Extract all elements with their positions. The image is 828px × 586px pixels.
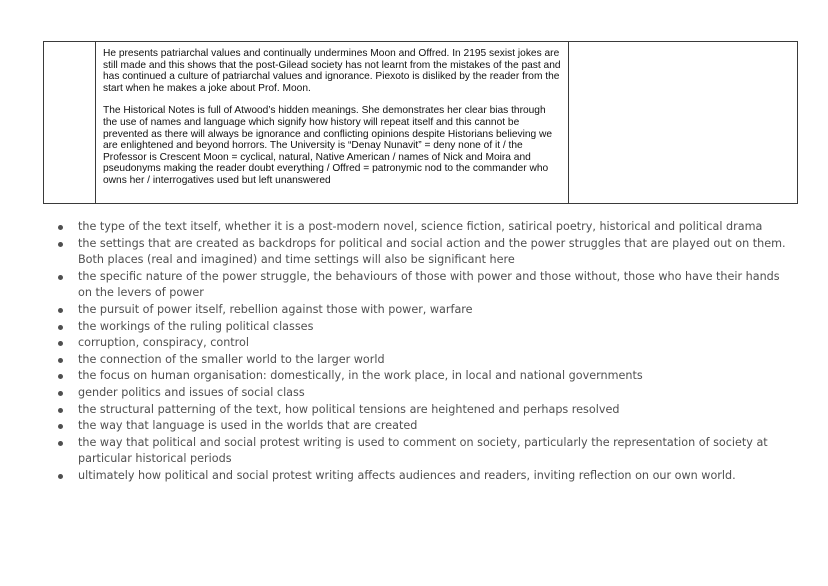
list-item: [58, 418, 793, 435]
bullet-icon: [58, 341, 63, 346]
bullet-icon: [58, 424, 63, 429]
notes-paragraph: The Historical Notes is full of Atwood’s hidden meanings. She demonstrates her clear bias through the use of names and language which signify how history will repeat itself and this cannot be prevented as there will always be ignorance and conflicting opinions despite Historians believing we are enlightened and beyond horrors. The University is “Denay Nunavit” = deny none of it / the Professor is Crescent Moon = cyclical, natural, Native American / names of Nick and Moira and pseudonyms making the reader doubt everything / Offred = patronymic nod to the commander who owns her / interrogatives used but left unanswered: [103, 105, 553, 186]
list-item: [58, 368, 793, 385]
bullet-icon: [58, 408, 63, 413]
list-item-text: ultimately how political and social protest writing affects audiences and readers, inviting reflection on our own world.: [78, 468, 736, 482]
bullet-icon: [58, 308, 63, 313]
table-cell-left: [44, 42, 96, 203]
list-item-text: the settings that are created as backdrops for political and social action and the power struggles that are played out on them. Both places (real and imagined) and time settings will also be significant here: [78, 236, 786, 267]
bullet-list: [58, 219, 793, 485]
table-cell-right: [569, 42, 797, 203]
list-item: [58, 319, 793, 336]
list-item: [58, 468, 793, 485]
list-item-text: the workings of the ruling political classes: [78, 319, 314, 333]
bullet-icon: [58, 474, 63, 479]
bullet-icon: [58, 242, 63, 247]
notes-paragraph: He presents patriarchal values and continually undermines Moon and Offred. In 2195 sexist jokes are still made and this shows that the post-Gilead society has not learnt from the mistakes of the past and has continued a culture of patriarchal values and ignorance. Piexoto is disliked by the reader from the start when he makes a joke about Prof. Moon.: [103, 48, 561, 94]
list-item-text: the specific nature of the power struggle, the behaviours of those with power and those without, those who have their hands on the levers of power: [78, 269, 780, 300]
list-item-text: corruption, conspiracy, control: [78, 336, 249, 350]
bullet-icon: [58, 275, 63, 280]
list-item: [58, 435, 793, 468]
list-item-text: the type of the text itself, whether it is a post-modern novel, science fiction, satirical poetry, historical and political drama: [78, 220, 763, 233]
list-item-text: the focus on human organisation: domestically, in the work place, in local and national governments: [78, 369, 643, 383]
list-item-text: the pursuit of power itself, rebellion against those with power, warfare: [78, 302, 473, 316]
list-item: [58, 352, 793, 369]
list-item: [58, 402, 793, 419]
list-item-text: the way that language is used in the worlds that are created: [78, 419, 418, 433]
list-item: [58, 236, 793, 269]
bullet-icon: [58, 358, 63, 363]
list-item: [58, 302, 793, 319]
list-item-text: the connection of the smaller world to the larger world: [78, 352, 385, 366]
notes-table: [43, 41, 798, 204]
list-item: [58, 219, 793, 236]
list-item: [58, 385, 793, 402]
bullet-icon: [58, 441, 63, 446]
table-cell-notes: [96, 42, 569, 203]
list-item-text: the structural patterning of the text, how political tensions are heightened and perhaps resolved: [78, 402, 620, 416]
list-item: [58, 335, 793, 352]
bullet-icon: [58, 391, 63, 396]
list-item-text: gender politics and issues of social class: [78, 385, 305, 399]
list-item-text: the way that political and social protest writing is used to comment on society, particularly the representation of society at particular historical periods: [78, 435, 768, 466]
bullet-icon: [58, 325, 63, 330]
bullet-icon: [58, 225, 63, 230]
bullet-icon: [58, 374, 63, 379]
list-item: [58, 269, 793, 302]
